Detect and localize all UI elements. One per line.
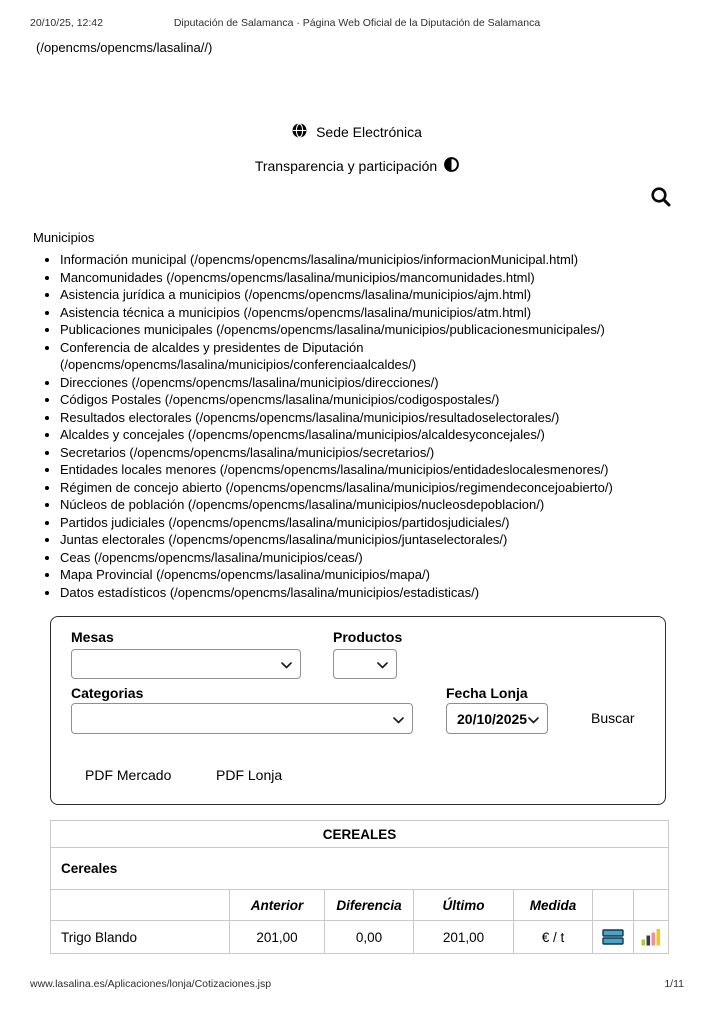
menu-title: Municipios (33, 230, 95, 245)
bar-chart-icon (641, 929, 661, 944)
half-circle-contrast-icon (444, 157, 459, 175)
cell-diferencia: 0,00 (325, 921, 414, 954)
menu-link-mancomunidades[interactable]: • Mancomunidades (/opencms/opencms/lasalina/municipios/mancomunidades.html) (60, 269, 645, 287)
menu-link-datos-estadisticos[interactable]: • Datos estadísticos (/opencms/opencms/lasalina/municipios/estadisticas/) (60, 584, 645, 602)
menu-link-informacion-municipal[interactable]: • Información municipal (/opencms/opencms/lasalina/municipios/informacionMunicipal.html) (60, 251, 645, 269)
print-datetime: 20/10/25, 12:42 (30, 17, 103, 29)
cell-anterior: 201,00 (230, 921, 325, 954)
no-change-indicator (593, 921, 634, 954)
municipios-menu (33, 230, 645, 601)
column-header-medida: Medida (514, 890, 593, 921)
menu-link-publicaciones-municipales[interactable]: • Publicaciones municipales (/opencms/opencms/lasalina/municipios/publicacionesmunicipales/) (60, 321, 645, 339)
menu-link-conferencia-alcaldes[interactable]: • Conferencia de alcaldes y presidentes de Diputación (/opencms/opencms/lasalina/municipios/conferenciaalcaldes/) (60, 339, 645, 374)
menu-link-ceas[interactable]: • Ceas (/opencms/opencms/lasalina/municipios/ceas/) (60, 549, 645, 567)
price-history-button[interactable] (634, 921, 669, 954)
pdf-lonja-link[interactable]: PDF Lonja (216, 767, 283, 783)
globe-icon (292, 123, 307, 141)
table-section-title: Cereales (51, 848, 669, 890)
productos-select[interactable] (333, 649, 397, 679)
sede-electronica-link[interactable] (0, 123, 714, 141)
menu-link-regimen-concejo-abierto[interactable]: • Régimen de concejo abierto (/opencms/opencms/lasalina/municipios/regimendeconcejoabierto/) (60, 479, 645, 497)
lonja-filter-panel (50, 616, 666, 805)
menu-link-alcaldes-concejales[interactable]: • Alcaldes y concejales (/opencms/opencms/lasalina/municipios/alcaldesyconcejales/) (60, 426, 645, 444)
equals-no-change-icon (602, 929, 624, 944)
table-row (51, 921, 669, 954)
menu-link-secretarios[interactable]: • Secretarios (/opencms/opencms/lasalina/municipios/secretarios/) (60, 444, 645, 462)
menu-link-partidos-judiciales[interactable]: • Partidos judiciales (/opencms/opencms/lasalina/municipios/partidosjudiciales/) (60, 514, 645, 532)
chevron-down-icon (393, 711, 404, 727)
menu-link-entidades-locales-menores[interactable]: • Entidades locales menores (/opencms/opencms/lasalina/municipios/entidadeslocalesmenores/) (60, 461, 645, 479)
cereales-price-table (50, 820, 669, 954)
chevron-down-icon (281, 656, 292, 672)
magnifier-icon (649, 185, 673, 214)
print-footer (0, 978, 714, 992)
chevron-down-icon (528, 711, 539, 727)
fecha-lonja-label: Fecha Lonja (446, 685, 528, 701)
search-button[interactable] (648, 186, 674, 212)
column-header-ultimo: Último (414, 890, 514, 921)
chevron-down-icon (377, 656, 388, 672)
print-page-title: Diputación de Salamanca · Página Web Oficial de la Diputación de Salamanca (173, 17, 541, 29)
menu-link-nucleos-poblacion[interactable]: • Núcleos de población (/opencms/opencms/lasalina/municipios/nucleosdepoblacion/) (60, 496, 645, 514)
pdf-mercado-link[interactable]: PDF Mercado (85, 767, 172, 783)
mesas-select[interactable] (71, 649, 301, 679)
categorias-select[interactable] (71, 703, 413, 734)
menu-link-asistencia-juridica[interactable]: • Asistencia jurídica a municipios (/opencms/opencms/lasalina/municipios/ajm.html) (60, 286, 645, 304)
sede-electronica-label: Sede Electrónica (316, 124, 422, 140)
menu-link-mapa-provincial[interactable]: • Mapa Provincial (/opencms/opencms/lasalina/municipios/mapa/) (60, 566, 645, 584)
column-header-diferencia: Diferencia (325, 890, 414, 921)
column-header-empty (634, 890, 669, 921)
print-source-url: www.lasalina.es/Aplicaciones/lonja/Cotizaciones.jsp (30, 978, 272, 990)
menu-link-direcciones[interactable]: • Direcciones (/opencms/opencms/lasalina/municipios/direcciones/) (60, 374, 645, 392)
menu-link-juntas-electorales[interactable]: • Juntas electorales (/opencms/opencms/lasalina/municipios/juntaselectorales/) (60, 531, 645, 549)
buscar-button[interactable]: Buscar (591, 710, 635, 726)
table-group-title: CEREALES (51, 821, 669, 848)
transparencia-link[interactable] (0, 157, 714, 175)
fecha-lonja-select[interactable] (446, 703, 548, 734)
column-header-anterior: Anterior (230, 890, 325, 921)
cell-product-name: Trigo Blando (51, 921, 230, 954)
productos-label: Productos (333, 629, 403, 645)
menu-link-resultados-electorales[interactable]: • Resultados electorales (/opencms/opencms/lasalina/municipios/resultadoselectorales/) (60, 409, 645, 427)
menu-link-asistencia-tecnica[interactable]: • Asistencia técnica a municipios (/opencms/opencms/lasalina/municipios/atm.html) (60, 304, 645, 322)
mesas-label: Mesas (71, 629, 114, 645)
categorias-label: Categorias (71, 685, 144, 701)
column-header-empty (593, 890, 634, 921)
cell-ultimo: 201,00 (414, 921, 514, 954)
cell-medida: € / t (514, 921, 593, 954)
column-header-empty (51, 890, 230, 921)
transparencia-label: Transparencia y participación (254, 158, 438, 174)
home-link[interactable]: (/opencms/opencms/lasalina//) (36, 40, 213, 55)
menu-list (33, 251, 645, 601)
menu-link-codigos-postales[interactable]: • Códigos Postales (/opencms/opencms/lasalina/municipios/codigospostales/) (60, 391, 645, 409)
fecha-lonja-select-value: 20/10/2025 (457, 710, 528, 727)
print-header (0, 17, 714, 31)
print-page-number: 1/11 (664, 978, 684, 990)
